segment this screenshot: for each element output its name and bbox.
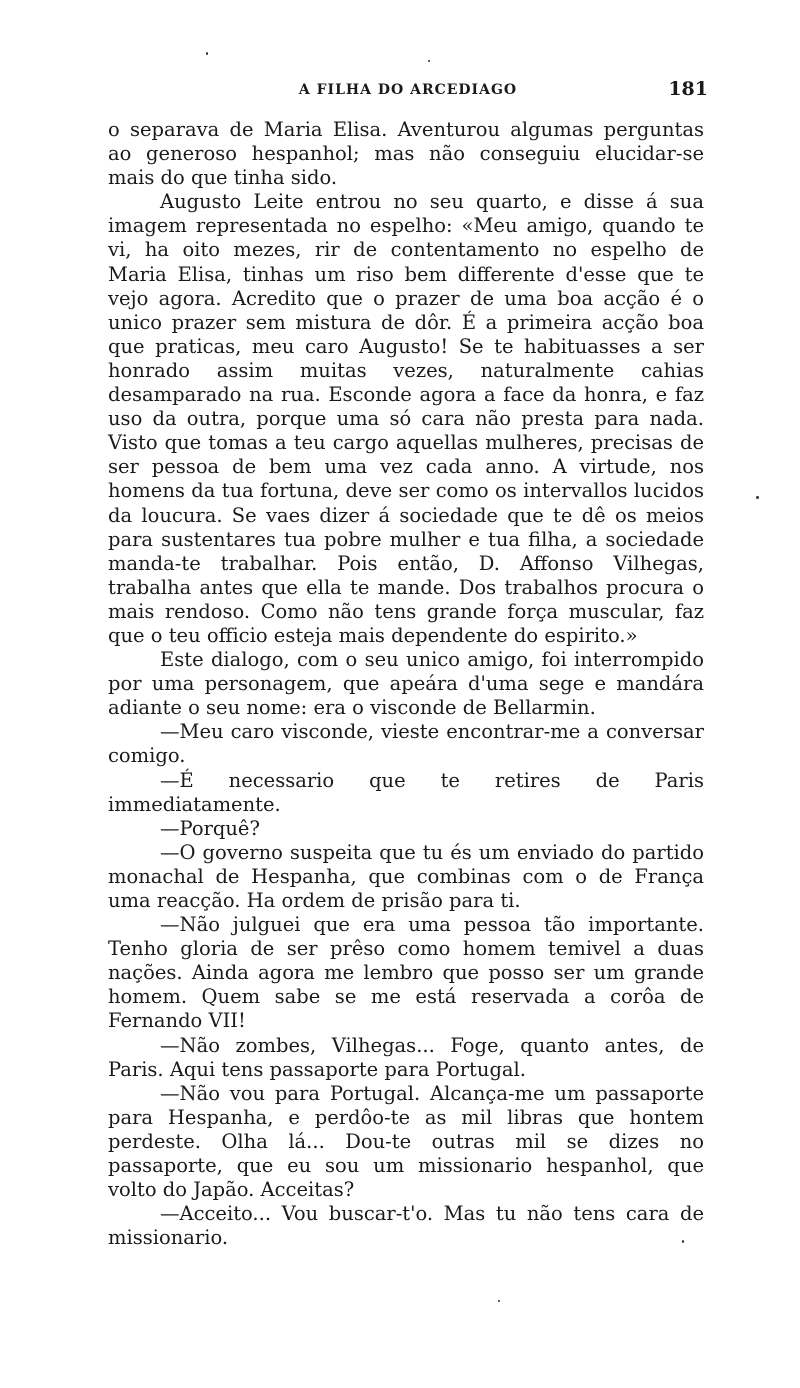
running-title: A FILHA DO ARCEDIAGO — [298, 82, 518, 98]
dialogue-line: —Não zombes, Vilhegas... Foge, quanto antes, de Paris. Aqui tens passaporte para Portugal. — [108, 1033, 704, 1081]
paragraph-narration: Este dialogo, com o seu unico amigo, foi interrompido por uma personagem, que apeára d'uma sege e mandára adiante o seu nome: era o visconde de Bellarmin. — [108, 648, 704, 720]
scan-speck — [756, 496, 759, 499]
dialogue-line: —Não julguei que era uma pessoa tão importante. Tenho gloria de ser prêso como homem temivel a duas nações. Ainda agora me lembro que posso ser um grande homem. Quem sabe se me está reservada a corôa de Fernando VII! — [108, 913, 704, 1033]
dialogue-line: —Meu caro visconde, vieste encontrar-me a conversar comigo. — [108, 720, 704, 768]
dialogue-line: —Não vou para Portugal. Alcança-me um passaporte para Hespanha, e perdôo-te as mil libras que hontem perdeste. Olha lá... Dou-te outras mil se dizes no passaporte, que eu sou um missionario hespanhol, que volto do Japão. Acceitas? — [108, 1081, 704, 1202]
running-head — [108, 78, 708, 102]
dialogue-line: —O governo suspeita que tu és um enviado do partido monachal de Hespanha, que combinas com o de França uma reacção. Ha ordem de prisão para ti. — [108, 840, 704, 912]
page-number: 181 — [668, 78, 708, 100]
body-text — [108, 118, 704, 1250]
scan-speck — [428, 60, 430, 62]
dialogue-line: —Acceito... Vou buscar-t'o. Mas tu não tens cara de missionario. — [108, 1202, 704, 1250]
scan-speck — [206, 52, 208, 55]
dialogue-line: —É necessario que te retires de Paris immediatamente. — [108, 768, 704, 816]
scan-speck — [682, 1240, 684, 1243]
paragraph-continuation: o separava de Maria Elisa. Aventurou algumas perguntas ao generoso hespanhol; mas não conseguiu elucidar-se mais do que tinha sido. — [108, 118, 704, 190]
scan-speck — [498, 1300, 500, 1302]
dialogue-line: —Porquê? — [160, 816, 260, 840]
paragraph-mirror-monologue: Augusto Leite entrou no seu quarto, e disse á sua imagem representada no espelho: «Meu amigo, quando te vi, ha oito mezes, rir de contentamento no espelho de Maria Elisa, tinhas um riso bem differente d'esse que te vejo agora. Acredito que o prazer de uma boa acção é o unico prazer sem mistura de dôr. É a primeira acção boa que praticas, meu caro Augusto! Se te habituasses a ser honrado assim muitas vezes, naturalmente cahias desamparado na rua. Esconde agora a face da honra, e faz uso da outra, porque uma só cara não presta para nada. Visto que tomas a teu cargo aquellas mulheres, precisas de ser pessoa de bem uma vez cada anno. A virtude, nos homens da tua fortuna, deve ser como os intervallos lucidos da loucura. Se vaes dizer á sociedade que te dê os meios para sustentares tua pobre mulher e tua filha, a sociedade manda-te trabalhar. Pois então, D. Affonso Vilhegas, trabalha antes que ella te mande. Dos trabalhos procura o mais rendoso. Como não tens grande força muscular, faz que o teu officio esteja mais dependente do espirito.» — [108, 190, 704, 647]
